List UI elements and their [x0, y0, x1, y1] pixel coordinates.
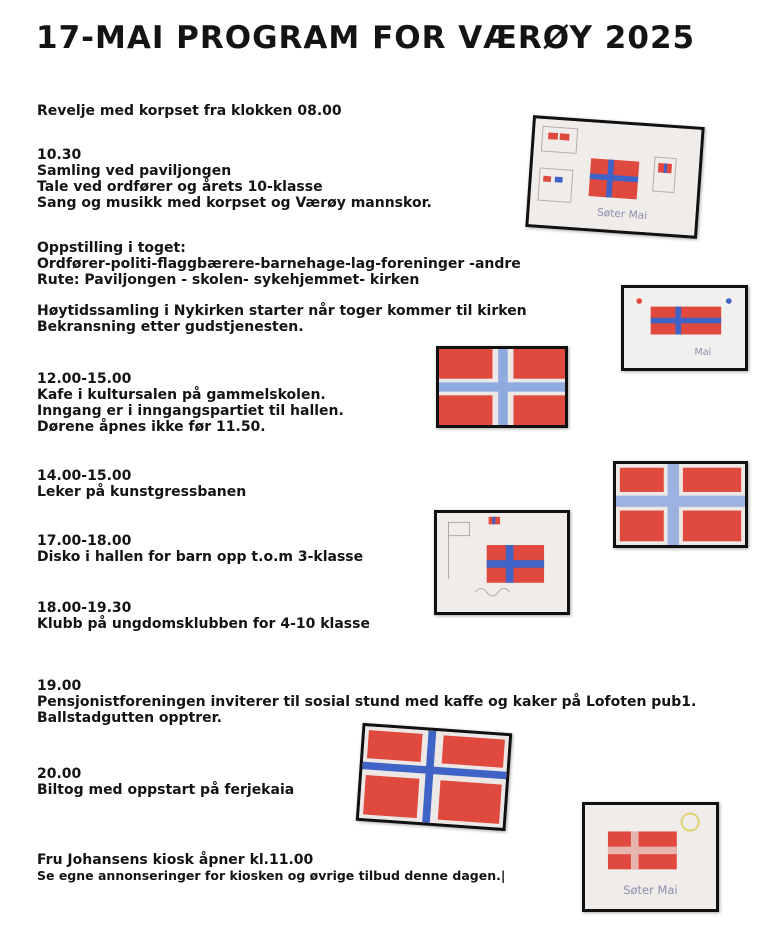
drawing-caption: Mai — [694, 347, 712, 358]
drawing-flag-closeup-3 — [356, 723, 512, 831]
program-line: Ballstadgutten opptrer. — [37, 710, 222, 726]
drawing-flag-soter-mai-2 — [582, 802, 719, 912]
program-line: Høytidssamling i Nykirken starter når toger kommer til kirken — [37, 303, 527, 319]
drawing-image — [359, 726, 509, 828]
program-line: Dørene åpnes ikke før 11.50. — [37, 419, 266, 435]
program-line: Kafe i kultursalen på gammelskolen. — [37, 387, 326, 403]
page-title: 17-MAI PROGRAM FOR VÆRØY 2025 — [36, 20, 696, 56]
drawing-image — [624, 288, 745, 368]
drawing-flag-wide — [621, 285, 748, 371]
program-item-hoytidssamling — [37, 303, 527, 335]
drawing-caption: Søter Mai — [623, 882, 678, 897]
drawing-image — [585, 805, 716, 909]
program-line: Disko i hallen for barn opp t.o.m 3-klasse — [37, 549, 364, 565]
program-line: Tale ved ordfører og årets 10-klasse — [37, 179, 323, 195]
drawing-flag-small — [434, 510, 570, 615]
program-time: 18.00-19.30 — [37, 600, 132, 616]
program-time: 20.00 — [37, 766, 82, 782]
program-item-1030 — [37, 147, 432, 211]
program-line: Bekransning etter gudstjenesten. — [37, 319, 304, 335]
program-line: Inngang er i inngangspartiet til hallen. — [37, 403, 344, 419]
program-item-1800 — [37, 600, 370, 632]
program-line: Samling ved paviljongen — [37, 163, 232, 179]
program-item-1200 — [37, 371, 344, 435]
program-time: 12.00-15.00 — [37, 371, 132, 387]
program-line: Fru Johansens kiosk åpner kl.11.00 — [37, 852, 314, 868]
program-line: Oppstilling i toget: — [37, 240, 186, 256]
program-item-1900 — [37, 678, 696, 726]
program-item-kiosk — [37, 852, 505, 884]
program-item-revelje — [37, 103, 342, 119]
program-item-1400 — [37, 468, 246, 500]
drawing-flags-soter-mai-1 — [525, 115, 704, 239]
program-line: Ordfører-politi-flaggbærere-barnehage-lag-foreninger -andre — [37, 256, 521, 272]
drawing-caption: Søter Mai — [596, 206, 648, 223]
drawing-flag-closeup-2 — [613, 461, 748, 548]
program-line: Revelje med korpset fra klokken 08.00 — [37, 103, 342, 119]
drawing-image — [616, 464, 745, 545]
program-item-1700 — [37, 533, 363, 565]
program-time: 17.00-18.00 — [37, 533, 132, 549]
program-line: Sang og musikk med korpset og Værøy mannskor. — [37, 195, 432, 211]
program-line: Se egne annonseringer for kiosken og øvrige tilbud denne dagen.| — [37, 868, 506, 883]
program-item-oppstilling — [37, 240, 521, 288]
program-time: 10.30 — [37, 147, 82, 163]
program-line: Leker på kunstgressbanen — [37, 484, 247, 500]
program-line: Biltog med oppstart på ferjekaia — [37, 782, 295, 798]
program-line: Rute: Paviljongen - skolen- sykehjemmet- kirken — [37, 272, 420, 288]
program-item-2000 — [37, 766, 294, 798]
drawing-image — [439, 349, 565, 425]
drawing-image — [529, 118, 702, 235]
drawing-image — [437, 513, 567, 612]
program-line: Klubb på ungdomsklubben for 4-10 klasse — [37, 616, 370, 632]
program-time: 14.00-15.00 — [37, 468, 132, 484]
program-line: Pensjonistforeningen inviterer til sosial stund med kaffe og kaker på Lofoten pub1. — [37, 694, 697, 710]
drawing-flag-closeup-1 — [436, 346, 568, 428]
program-time: 19.00 — [37, 678, 82, 694]
